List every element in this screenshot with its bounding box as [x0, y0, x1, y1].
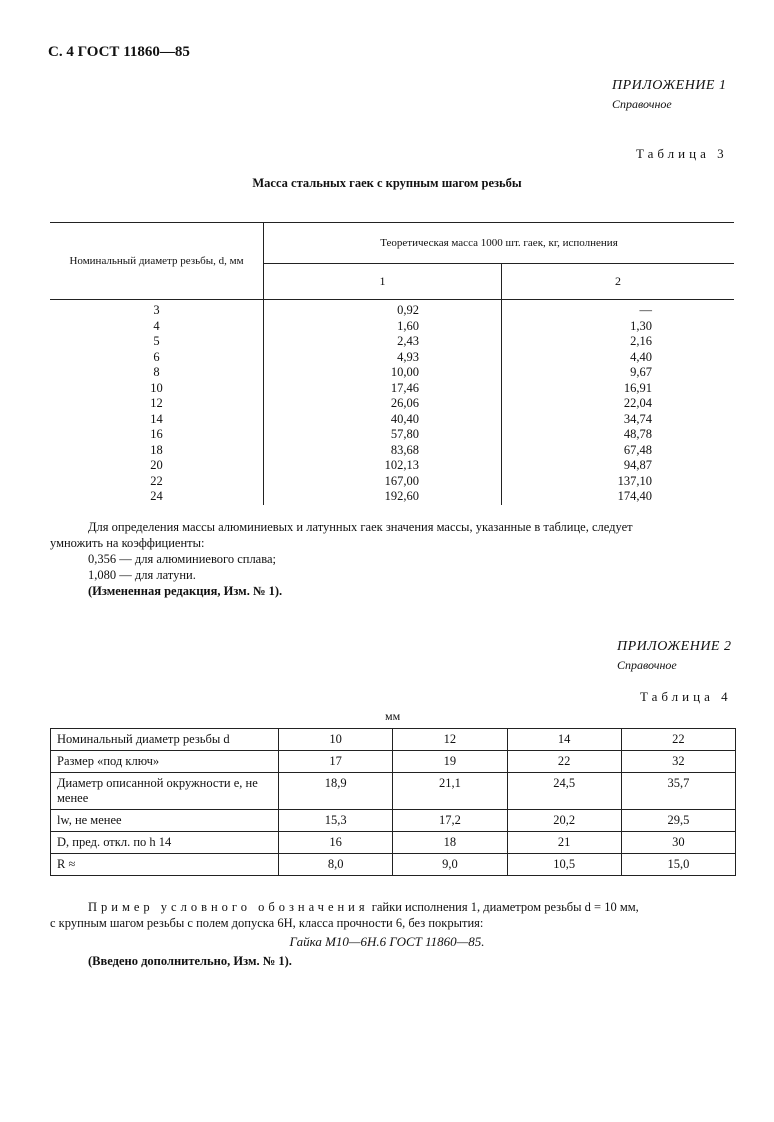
table4-cell: 29,5: [621, 810, 735, 832]
table4-cell: 22: [507, 751, 621, 773]
revision-note-2: [50, 953, 736, 969]
table4-cell: 14: [507, 729, 621, 751]
appendix2-subtitle: Справочное: [617, 658, 677, 672]
table3-cell-exec2: 137,10: [617, 473, 652, 488]
table4-row: [51, 773, 736, 810]
table4-cell: 10,5: [507, 854, 621, 876]
table4-label: Таблица 4: [640, 689, 732, 704]
table4-cell: 16: [279, 832, 393, 854]
table4-cell: 12: [393, 729, 507, 751]
table3-cell-exec2: 16,91: [623, 380, 652, 395]
example-heading: Пример условного обозначения: [88, 900, 369, 914]
table3-row: [50, 443, 734, 459]
revision-note-2-text: (Введено дополнительно, Изм. № 1).: [88, 954, 292, 968]
table4-row: [51, 854, 736, 876]
table3-note: [50, 519, 736, 599]
table4-row-label: Диаметр описанной окружности e, не менее: [51, 773, 279, 810]
table3-cell-exec1: 10,00: [264, 365, 502, 381]
example-line1: гайки исполнения 1, диаметром резьбы d = 10 мм,: [371, 900, 639, 914]
table3-cell-exec2: 34,74: [623, 411, 652, 426]
table4-cell: 22: [621, 729, 735, 751]
table3-cell-exec2: —: [639, 303, 652, 318]
table3-row: [50, 458, 734, 474]
page-header: С. 4 ГОСТ 11860—85: [48, 44, 190, 60]
table3-cell-diameter: 4: [50, 319, 264, 335]
table4-row-label: lw, не менее: [51, 810, 279, 832]
revision-note-1: (Измененная редакция, Изм. № 1).: [88, 584, 283, 598]
table3-cell-exec1: 83,68: [264, 443, 502, 459]
table4-cell: 15,3: [279, 810, 393, 832]
table3-cell-exec1: 0,92: [264, 300, 502, 319]
table3-cell-exec1: 26,06: [264, 396, 502, 412]
table3-label: Таблица 3: [636, 146, 728, 161]
table3-cell-exec2: 174,40: [617, 489, 652, 504]
table3-row: [50, 334, 734, 350]
table3-cell-diameter: 22: [50, 474, 264, 490]
table3-cell-exec2: 94,87: [623, 458, 652, 473]
table3-cell-exec1: 2,43: [264, 334, 502, 350]
table3-row: [50, 350, 734, 366]
example-designation: Гайка М10—6Н.6 ГОСТ 11860—85.: [289, 934, 485, 949]
table3-cell-diameter: 24: [50, 489, 264, 505]
table3-row: [50, 300, 734, 319]
example-line2: с крупным шагом резьбы с полем допуска 6Н, класса прочности 6, без покрытия:: [50, 916, 484, 930]
table4-cell: 20,2: [507, 810, 621, 832]
table3-cell-diameter: 3: [50, 300, 264, 319]
appendix2-title: ПРИЛОЖЕНИЕ 2: [617, 639, 732, 654]
table4-row-label: R ≈: [51, 854, 279, 876]
table3-row: [50, 427, 734, 443]
table3-cell-diameter: 14: [50, 412, 264, 428]
appendix1-subtitle: Справочное: [612, 97, 672, 111]
table3-row: [50, 365, 734, 381]
table3-cell-exec2: 2,16: [630, 334, 652, 349]
table4-cell: 18: [393, 832, 507, 854]
table3-row: [50, 319, 734, 335]
table4-cell: 19: [393, 751, 507, 773]
table3-cell-diameter: 20: [50, 458, 264, 474]
table4-cell: 17,2: [393, 810, 507, 832]
table4-cell: 15,0: [621, 854, 735, 876]
table4-cell: 17: [279, 751, 393, 773]
table4: [50, 728, 736, 876]
table4-cell: 21: [507, 832, 621, 854]
table4-cell: 35,7: [621, 773, 735, 810]
table4-cell: 9,0: [393, 854, 507, 876]
note-line2: умножить на коэффициенты:: [50, 536, 205, 550]
table3-cell-exec2: 4,40: [630, 349, 652, 364]
table3-cell-exec1: 167,00: [264, 474, 502, 490]
table4-cell: 30: [621, 832, 735, 854]
table3-cell-exec1: 192,60: [264, 489, 502, 505]
note-line1: Для определения массы алюминиевых и латунных гаек значения массы, указанные в таблице, следует: [88, 520, 633, 534]
table4-row: [51, 832, 736, 854]
table3-row: [50, 381, 734, 397]
table4-row: [51, 751, 736, 773]
table4-unit: мм: [385, 709, 401, 723]
table4-cell: 32: [621, 751, 735, 773]
table4-cell: 24,5: [507, 773, 621, 810]
table3-cell-exec1: 1,60: [264, 319, 502, 335]
table4-cell: 10: [279, 729, 393, 751]
table3-cell-diameter: 8: [50, 365, 264, 381]
table3-cell-exec2: 1,30: [630, 318, 652, 333]
table3-cell-diameter: 5: [50, 334, 264, 350]
table3-col-exec2: 2: [502, 264, 735, 300]
table3-cell-exec1: 17,46: [264, 381, 502, 397]
table3-cell-exec1: 4,93: [264, 350, 502, 366]
table3-cell-diameter: 10: [50, 381, 264, 397]
table3-caption: Масса стальных гаек с крупным шагом резьбы: [252, 176, 522, 190]
table3-row: [50, 396, 734, 412]
table3-cell-exec1: 40,40: [264, 412, 502, 428]
table4-row-label: Номинальный диаметр резьбы d: [51, 729, 279, 751]
table3-col-exec1: 1: [264, 264, 502, 300]
table4-row-label: D, пред. откл. по h 14: [51, 832, 279, 854]
table4-cell: 18,9: [279, 773, 393, 810]
coef-alu: 0,356 — для алюминиевого сплава;: [88, 552, 276, 566]
coef-brass: 1,080 — для латуни.: [88, 568, 196, 582]
table3-row: [50, 474, 734, 490]
table3-cell-exec1: 57,80: [264, 427, 502, 443]
table3-cell-diameter: 16: [50, 427, 264, 443]
table4-cell: 8,0: [279, 854, 393, 876]
table3-cell-exec2: 67,48: [623, 442, 652, 457]
table4-row: [51, 729, 736, 751]
table3-cell-exec2: 9,67: [630, 365, 652, 380]
table3-cell-exec1: 102,13: [264, 458, 502, 474]
designation-example: [50, 899, 736, 931]
table3-cell-diameter: 12: [50, 396, 264, 412]
table3-cell-exec2: 22,04: [623, 396, 652, 411]
appendix1-title: ПРИЛОЖЕНИЕ 1: [612, 78, 727, 93]
table4-row: [51, 810, 736, 832]
table3-cell-diameter: 6: [50, 350, 264, 366]
table3-row: [50, 489, 734, 505]
table3: [50, 222, 734, 505]
table3-cell-diameter: 18: [50, 443, 264, 459]
table4-cell: 21,1: [393, 773, 507, 810]
table3-row: [50, 412, 734, 428]
table4-row-label: Размер «под ключ»: [51, 751, 279, 773]
table3-col-mass: Теоретическая масса 1000 шт. гаек, кг, исполнения: [264, 223, 735, 264]
table3-cell-exec2: 48,78: [623, 427, 652, 442]
table3-col-diameter: Номинальный диаметр резьбы, d, мм: [50, 223, 264, 300]
